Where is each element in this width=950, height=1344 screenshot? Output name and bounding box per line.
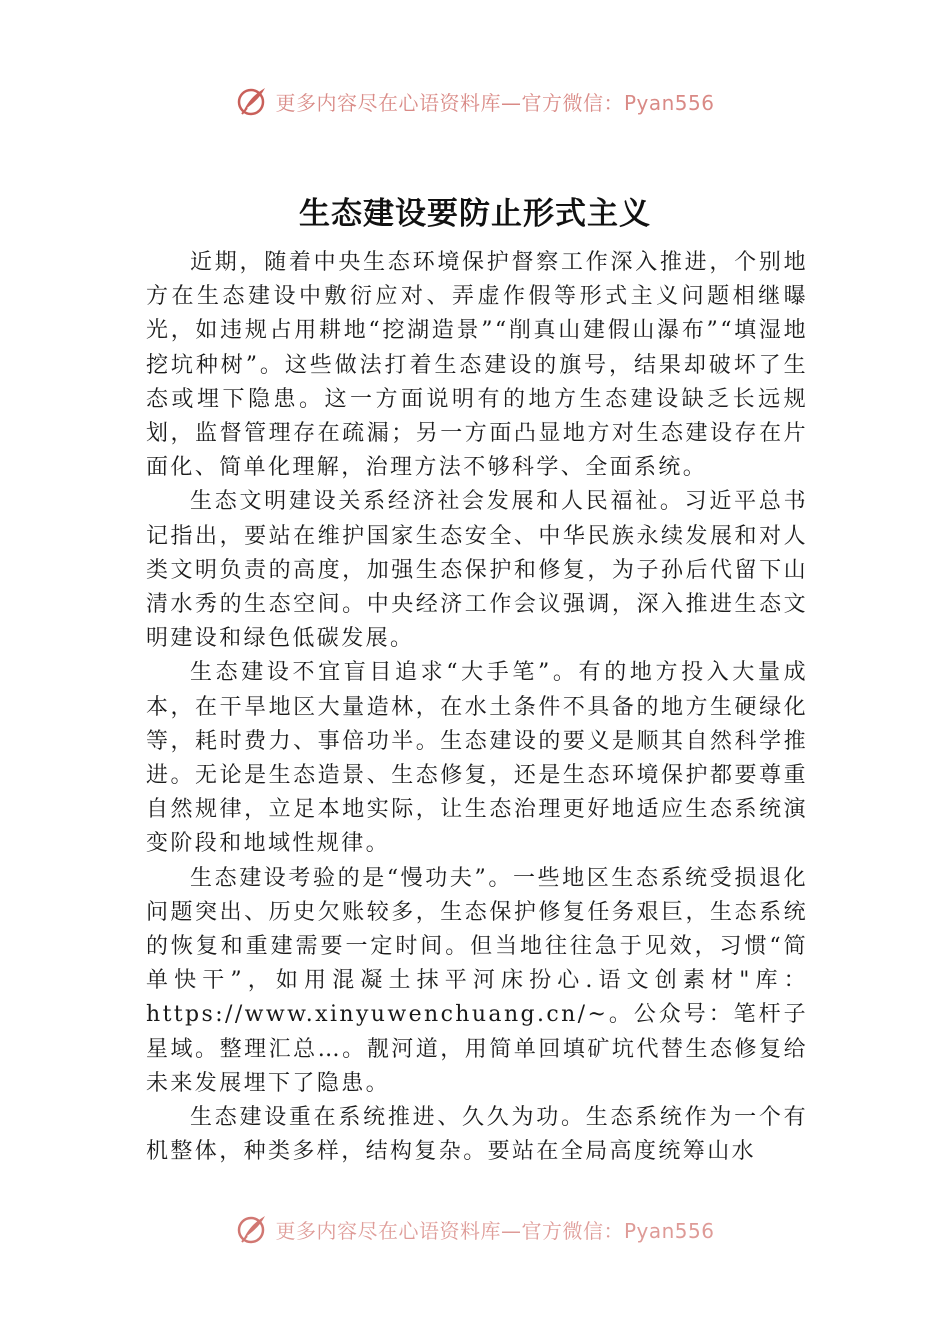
watermark-header xyxy=(0,84,950,118)
page-title: 生态建设要防止形式主义 xyxy=(299,196,651,232)
paragraph-1: 近期，随着中央生态环境保护督察工作深入推进，个别地方在生态建设中敷衍应对、弄虚作假等形式主义问题相继曝光，如违规占用耕地“挖湖造景”“削真山建假山瀑布”“填湿地挖坑种树”。这些做法打着生态建设的旗号，结果却破坏了生态或埋下隐患。这一方面说明有的地方生态建设缺乏长远规划，监督管理存在疏漏；另一方面凸显地方对生态建设存在片面化、简单化理解，治理方法不够科学、全面系统。 xyxy=(146,250,808,481)
quill-logo-icon xyxy=(235,84,269,118)
article-body xyxy=(146,246,808,1218)
watermark-text-footer: 更多内容尽在心语资料库—官方微信：Pyan556 xyxy=(275,1218,715,1243)
watermark-text: 更多内容尽在心语资料库—官方微信：Pyan556 xyxy=(275,90,715,115)
quill-logo-icon xyxy=(235,1212,269,1246)
paragraph-3: 生态建设不宜盲目追求“大手笔”。有的地方投入大量成本，在干旱地区大量造林，在水土条件不具备的地方生硬绿化等，耗时费力、事倍功半。生态建设的要义是顺其自然科学推进。无论是生态造景、生态修复，还是生态环境保护都要尊重自然规律，立足本地实际，让生态治理更好地适应生态系统演变阶段和地域性规律。 xyxy=(146,660,808,857)
paragraph-4: 生态建设考验的是“慢功夫”。一些地区生态系统受损退化问题突出、历史欠账较多，生态保护修复任务艰巨，生态系统的恢复和重建需要一定时间。但当地往往急于见效，习惯“简单快干”，如用混凝土抹平河床扮心.语文创素材"库：https://www.xinyuwenchuang.cn/~。公众号：笔杆子星域。整理汇总…。靓河道，用简单回填矿坑代替生态修复给未来发展埋下了隐患。 xyxy=(146,865,808,1096)
paragraph-2: 生态文明建设关系经济社会发展和人民福祉。习近平总书记指出，要站在维护国家生态安全、中华民族永续发展和对人类文明负责的高度，加强生态保护和修复，为子孙后代留下山清水秀的生态空间。中央经济工作会议强调，深入推进生态文明建设和绿色低碳发展。 xyxy=(146,489,808,652)
watermark-footer xyxy=(0,1212,950,1246)
paragraph-5: 生态建设重在系统推进、久久为功。生态系统作为一个有机整体，种类多样，结构复杂。要站在全局高度统筹山水 xyxy=(146,1105,808,1165)
